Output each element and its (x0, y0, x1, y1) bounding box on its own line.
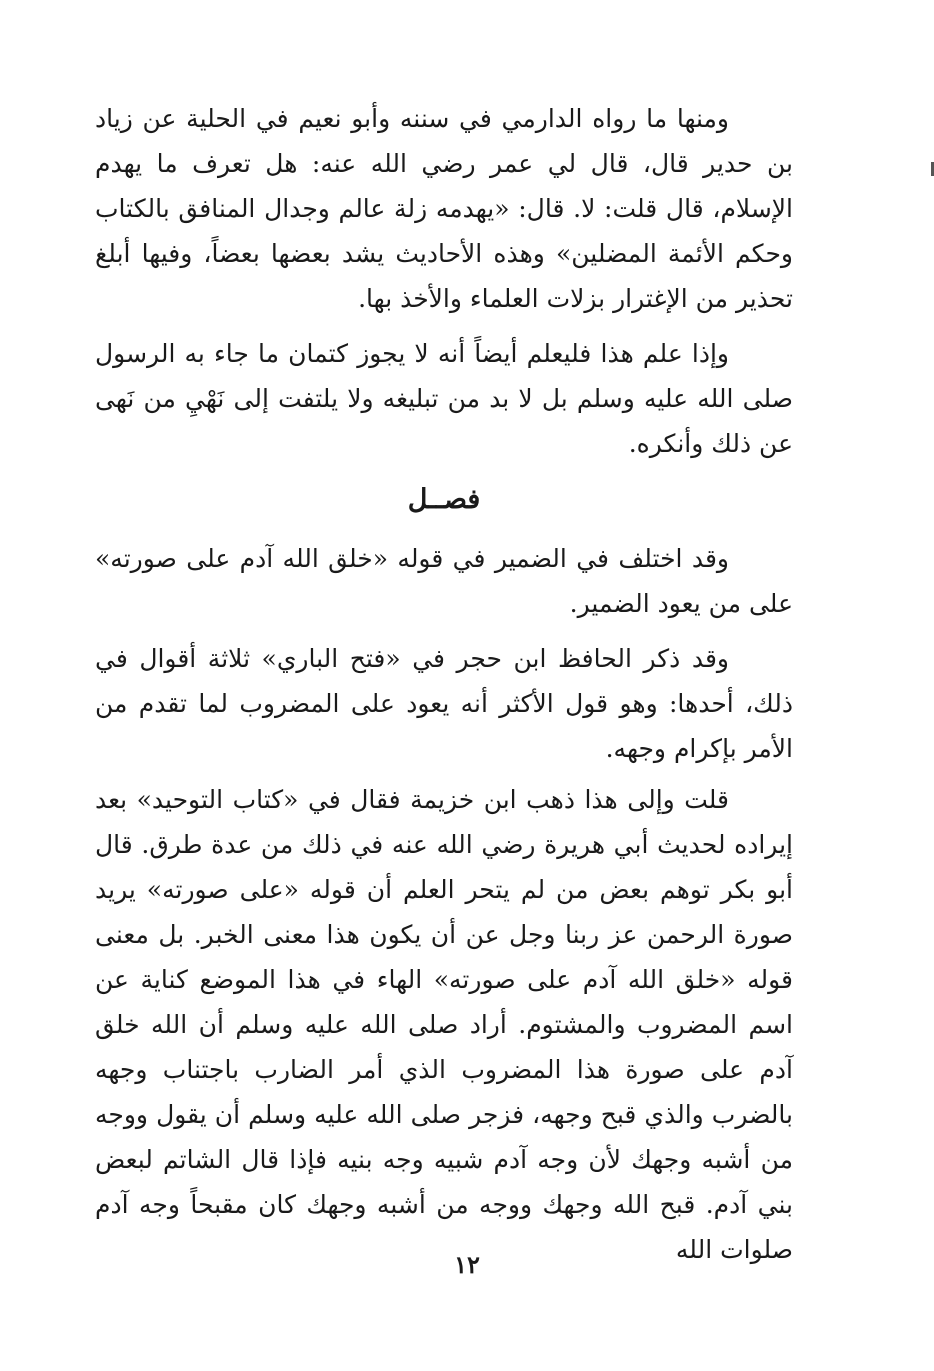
paragraph-no-concealment: وإذا علم هذا فليعلم أيضاً أنه لا يجوز كتمان ما جاء به الرسول صلى الله عليه وسلم بل لا بد من تبليغه ولا يلتفت إلى نَهْيِ من نَهى عن ذلك وأنكره. (95, 339, 793, 458)
paragraph-ibn-khuzaymah: قلت وإلى هذا ذهب ابن خزيمة فقال في «كتاب التوحيد» بعد إيراده لحديث أبي هريرة رضي الله عنه في ذلك من عدة طرق. قال أبو بكر توهم بعض من لم يتحر العلم أن قوله «على صورته» يريد صورة الرحمن عز ربنا وجل عن أن يكون هذا معنى الخبر. بل معنى قوله «خلق الله آدم على صورته» الهاء في هذا الموضع كناية عن اسم المضروب والمشتوم. أراد صلى الله عليه وسلم أن الله خلق آدم على صورة هذا المضروب الذي أمر الضارب باجتناب وجهه بالضرب والذي قبح وجهه، فزجر صلى الله عليه وسلم أن يقول ووجه من أشبه وجهك لأن وجه آدم شبيه وجه بنيه فإذا قال الشاتم لبعض بني آدم. قبح الله وجهك ووجه من أشبه وجهك كان مقبحاً وجه آدم صلوات الله (95, 785, 793, 1264)
paragraph-ibn-hajar: وقد ذكر الحافظ ابن حجر في «فتح الباري» ثلاثة أقوال في ذلك، أحدها: وهو قول الأكثر أنه يعود على المضروب لما تقدم من الأمر بإكرام وجهه. (95, 644, 793, 763)
paragraph-darimi-narration: ومنها ما رواه الدارمي في سننه وأبو نعيم في الحلية عن زياد بن حدير قال، قال لي عمر رضي الله عنه: هل تعرف ما يهدم الإسلام، قال قلت: لا. قال: «يهدمه زلة عالم وجدال المنافق بالكتاب وحكم الأئمة المضلين» وهذه الأحاديث يشد بعضها بعضاً، وفيها أبلغ تحذير من الإغترار بزلات العلماء والأخذ بها. (95, 104, 793, 313)
paragraph-pronoun-dispute: وقد اختلف في الضمير في قوله «خلق الله آدم على صورته» على من يعود الضمير. (95, 544, 793, 618)
page-number: ١٢ (454, 1250, 480, 1279)
book-page-text (95, 96, 793, 1336)
section-heading: فصــل (407, 484, 481, 515)
